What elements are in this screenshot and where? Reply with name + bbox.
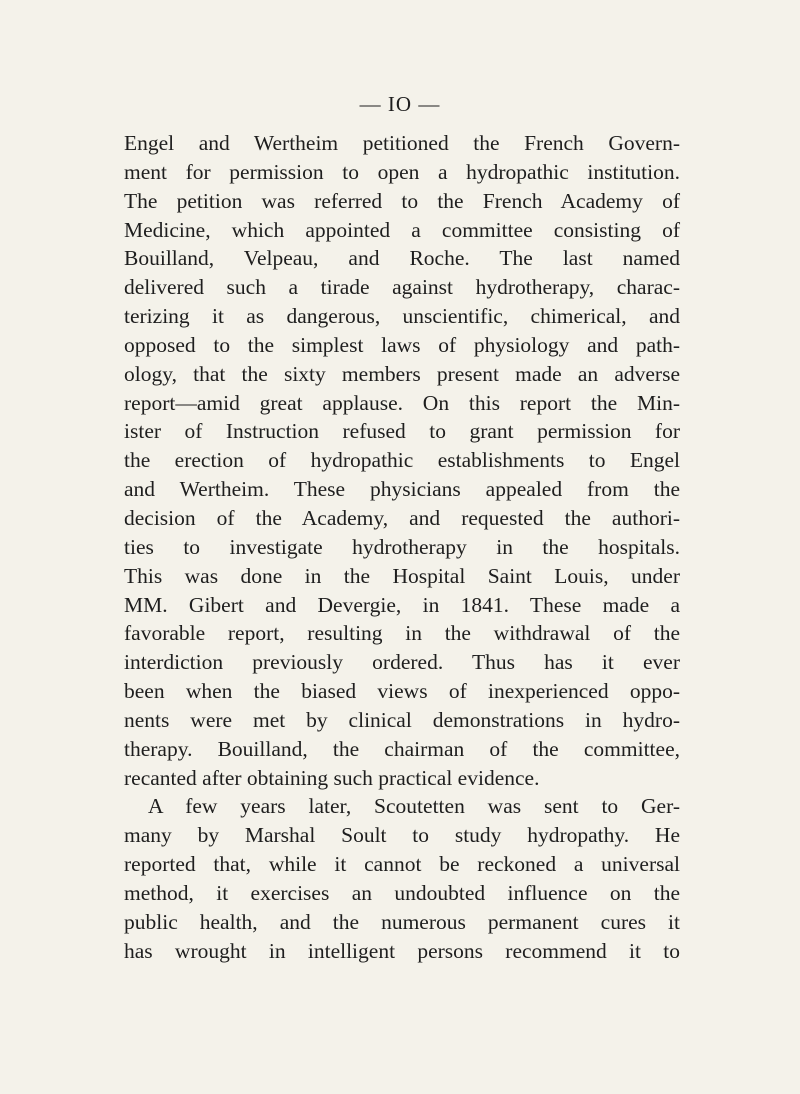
text-line: delivered such a tirade against hydrotherapy, charac- bbox=[124, 275, 680, 300]
text-line: terizing it as dangerous, unscientific, chimerical, and bbox=[124, 304, 680, 329]
text-line: The petition was referred to the French Academy of bbox=[124, 188, 680, 213]
text-line: Medicine, which appointed a committee consisting of bbox=[124, 217, 680, 242]
text-line: the erection of hydropathic establishments to Engel bbox=[124, 448, 680, 473]
text-line: This was done in the Hospital Saint Louis, under bbox=[124, 563, 680, 588]
text-line: has wrought in intelligent persons recommend it to bbox=[124, 938, 680, 963]
text-line: favorable report, resulting in the withdrawal of the bbox=[124, 621, 680, 646]
text-line: therapy. Bouilland, the chairman of the committee, bbox=[124, 736, 680, 761]
text-line: opposed to the simplest laws of physiology and path- bbox=[124, 332, 680, 357]
text-line: recanted after obtaining such practical evidence. bbox=[124, 765, 540, 790]
text-line: and Wertheim. These physicians appealed from the bbox=[124, 477, 680, 502]
text-line: report—amid great applause. On this report the Min- bbox=[124, 390, 680, 415]
text-line: A few years later, Scoutetten was sent to Ger- bbox=[148, 794, 680, 819]
text-line: ment for permission to open a hydropathic institution. bbox=[124, 159, 680, 184]
text-line: been when the biased views of inexperienced oppo- bbox=[124, 679, 680, 704]
text-line: decision of the Academy, and requested the authori- bbox=[124, 505, 680, 530]
text-line: interdiction previously ordered. Thus has it ever bbox=[124, 650, 680, 675]
paragraph-1 bbox=[124, 129, 680, 792]
page-number: — IO — bbox=[359, 92, 441, 116]
text-line: Engel and Wertheim petitioned the French Govern- bbox=[124, 131, 680, 155]
body-text bbox=[124, 129, 680, 965]
text-line: reported that, while it cannot be reckoned a universal bbox=[124, 852, 680, 877]
text-line: method, it exercises an undoubted influence on the bbox=[124, 880, 680, 905]
text-line: many by Marshal Soult to study hydropathy. He bbox=[124, 823, 680, 848]
text-line: nents were met by clinical demonstrations in hydro- bbox=[124, 707, 680, 732]
text-line: ology, that the sixty members present made an adverse bbox=[124, 361, 680, 386]
text-line: Bouilland, Velpeau, and Roche. The last named bbox=[124, 246, 680, 271]
text-line: public health, and the numerous permanent cures it bbox=[124, 909, 680, 934]
text-line: ister of Instruction refused to grant permission for bbox=[124, 419, 680, 444]
paragraph-2 bbox=[124, 792, 680, 965]
text-line: ties to investigate hydrotherapy in the hospitals. bbox=[124, 534, 680, 559]
text-line: MM. Gibert and Devergie, in 1841. These made a bbox=[124, 592, 680, 617]
